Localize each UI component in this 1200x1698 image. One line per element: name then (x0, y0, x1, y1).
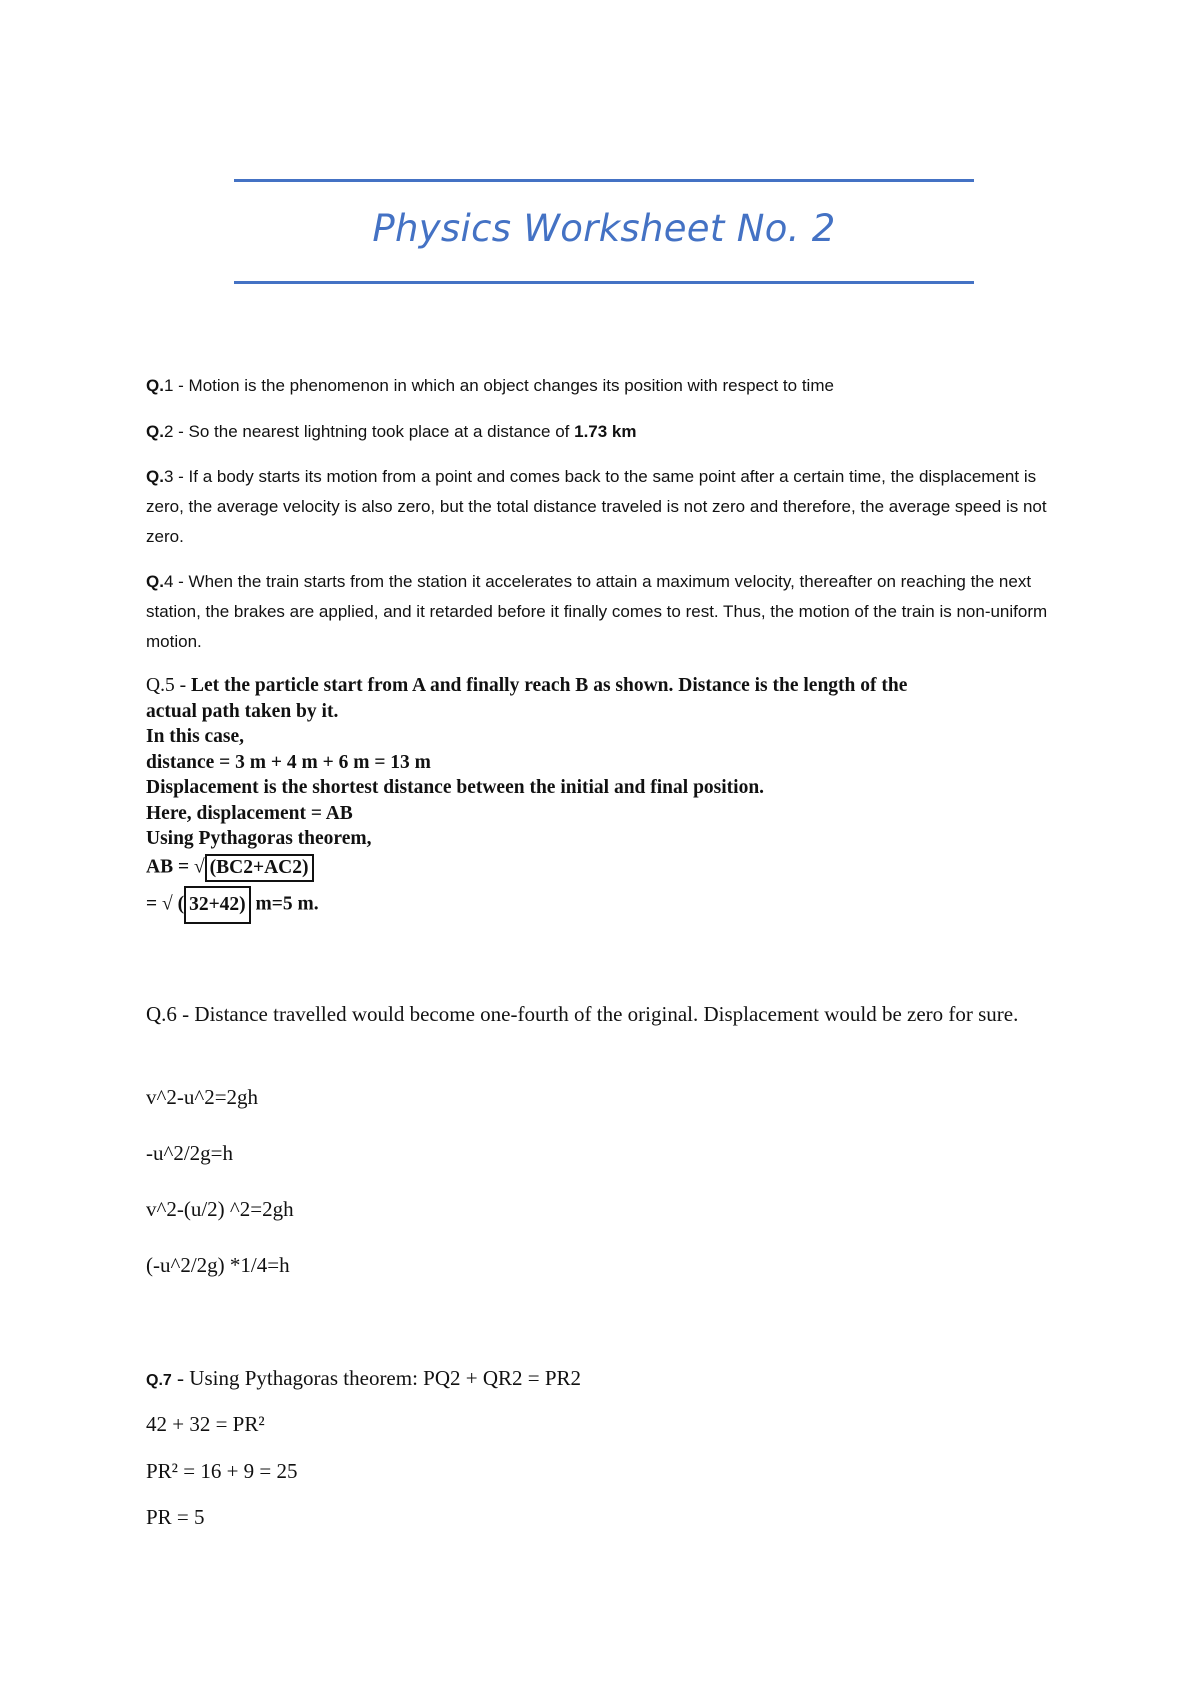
q5-line9-prefix: = √ ( (146, 892, 185, 914)
q6-equation-4: (-u^2/2g) *1/4=h (146, 1253, 290, 1277)
q3-text: - If a body starts its motion from a point and comes back to the same point after a certain time, the displacement is zero, the average velocity is also zero, but the total distance traveled is not zero and therefore, the average speed is not zero. (146, 467, 1047, 546)
q6-equation-3: v^2-(u/2) ^2=2gh (146, 1197, 294, 1221)
q3-label: Q. (146, 467, 164, 486)
answer-q3 (146, 462, 1076, 552)
q7-equation-3: PR = 5 (146, 1505, 205, 1529)
q3-number: 3 (163, 467, 174, 486)
q7-equation-2: PR² = 16 + 9 = 25 (146, 1459, 298, 1483)
answer-q7 (146, 1366, 581, 1391)
q1-text: - Motion is the phenomenon in which an object changes its position with respect to time (173, 376, 834, 395)
q5-line1: Let the particle start from A and finally reach B as shown. Distance is the length of the (190, 675, 908, 696)
q5-line5: Displacement is the shortest distance between the initial and final position. (146, 777, 765, 798)
q5-line4: distance = 3 m + 4 m + 6 m = 13 m (146, 751, 431, 773)
q1-number: 1 (163, 376, 174, 395)
answer-q6: Q.6 - Distance travelled would become one-fourth of the original. Displacement would be zero for sure. (146, 1002, 1019, 1026)
q7-label: Q.7 (146, 1372, 172, 1389)
q2-label: Q. (146, 422, 164, 441)
q2-number: 2 (163, 422, 174, 441)
q5-line3: In this case, (146, 726, 245, 747)
q1-label: Q. (146, 376, 164, 395)
q7-text: - Using Pythagoras theorem: PQ2 + QR2 = PR2 (171, 1366, 582, 1390)
q5-line2: actual path taken by it. (146, 700, 339, 722)
q6-equation-2: -u^2/2g=h (146, 1141, 234, 1165)
answer-q4 (146, 567, 1076, 657)
q5-line6: Here, displacement = AB (146, 802, 353, 824)
q4-text: - When the train starts from the station it accelerates to attain a maximum velocity, thereafter on reaching the next station, the brakes are applied, and it retarded before it finally comes to rest. Thus, the motion of the train is non-uniform motion. (146, 572, 1048, 651)
q5-line8-prefix: AB = √ (146, 855, 205, 877)
answer-q1 (146, 371, 1076, 401)
q5-label: Q.5 - (146, 675, 191, 696)
answer-q2 (146, 417, 1076, 447)
title-rule-top (234, 179, 974, 182)
q2-value: 1.73 km (574, 422, 637, 441)
q7-equation-1: 42 + 32 = PR² (146, 1412, 265, 1436)
q5-line8-boxed: (BC2+AC2) (205, 854, 314, 882)
q5-line9-boxed: 32+42) (184, 886, 251, 924)
answer-q5 (146, 673, 1076, 924)
q5-line7: Using Pythagoras theorem, (146, 828, 372, 849)
q4-label: Q. (146, 572, 164, 591)
q5-line9-suffix: m=5 m. (250, 892, 319, 914)
q4-number: 4 (163, 572, 174, 591)
page-title: Physics Worksheet No. 2 (372, 207, 836, 250)
q6-equation-1: v^2-u^2=2gh (146, 1085, 259, 1109)
q2-text: - So the nearest lightning took place at a distance of (173, 422, 575, 441)
title-rule-bottom (234, 281, 974, 284)
